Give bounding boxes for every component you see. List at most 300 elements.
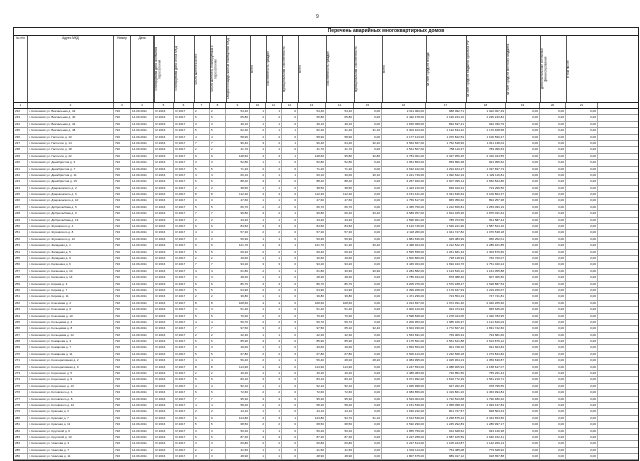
- cell-t: 3: [250, 282, 266, 287]
- cell-date: 14.09.2011: [131, 339, 154, 344]
- cell-rp: 7: [210, 326, 226, 331]
- cell-rp: 5: [210, 205, 226, 210]
- cell-am: 0,00: [354, 320, 382, 325]
- cell-o: 1: [266, 269, 282, 274]
- cell-s: IV 2017: [174, 435, 194, 440]
- cell-num: 720: [114, 326, 131, 331]
- cell-s: IV 2017: [174, 154, 194, 159]
- cell-num: 720: [114, 441, 131, 446]
- cell-t: 2: [250, 390, 266, 395]
- cell-ao: 40,60: [326, 256, 354, 261]
- cell-t: 2: [250, 128, 266, 133]
- cell-cf: 901 728,16: [426, 345, 466, 350]
- cell-n: 239: [14, 154, 28, 159]
- cell-p: IV 2016: [154, 352, 174, 357]
- cell-c: 3 071 992,00: [382, 377, 426, 382]
- cell-r: 6: [194, 115, 210, 120]
- cell-rp: 6: [210, 435, 226, 440]
- cell-num: 720: [114, 365, 131, 370]
- cell-s: IV 2017: [174, 333, 194, 338]
- cell-m: 0: [282, 345, 298, 350]
- cell-cl: 0,00: [540, 122, 566, 127]
- cell-t: 3: [250, 377, 266, 382]
- cell-addr: г. Киселевск ул. Красная д. 3: [28, 409, 114, 414]
- cell-r: 6: [194, 377, 210, 382]
- cell-at: 95,30: [298, 397, 326, 402]
- cell-n: 235: [14, 128, 28, 133]
- cell-date: 14.09.2011: [131, 218, 154, 223]
- cell-a: 60,80: [226, 441, 250, 446]
- cell-at: 69,40: [298, 250, 326, 255]
- header-area-mun: муниципальная собственность: [354, 36, 382, 102]
- cell-rp: 8: [210, 365, 226, 370]
- cell-o: 2: [266, 135, 282, 140]
- cell-n: 263: [14, 307, 28, 312]
- cell-r: 3: [194, 307, 210, 312]
- cell-rp: 4: [210, 320, 226, 325]
- cell-cl: 0,00: [506, 230, 540, 235]
- cell-cf: 1 607 095,14: [426, 179, 466, 184]
- cell-cl: 0,00: [566, 307, 598, 312]
- column-number: 9: [226, 103, 250, 108]
- cell-ao: 65,10: [326, 326, 354, 331]
- cell-at: 48,90: [298, 454, 326, 459]
- cell-cl: 0,00: [506, 403, 540, 408]
- cell-num: 720: [114, 160, 131, 165]
- cell-ao: 43,20: [326, 218, 354, 223]
- cell-cf: 1 058 098,16: [426, 403, 466, 408]
- cell-cf: 785 373,56: [426, 218, 466, 223]
- cell-a: 99,80: [226, 211, 250, 216]
- cell-rp: 6: [210, 339, 226, 344]
- cell-c: 2 247 614,00: [382, 441, 426, 446]
- cell-s: IV 2017: [174, 403, 194, 408]
- cell-s: IV 2017: [174, 243, 194, 248]
- cell-n: 233: [14, 115, 28, 120]
- cell-cl: 0,00: [566, 211, 598, 216]
- cell-m: 0: [282, 275, 298, 280]
- cell-am: 31,10: [354, 416, 382, 421]
- cell-date: 14.09.2011: [131, 115, 154, 120]
- cell-cl: 0,00: [566, 218, 598, 223]
- cell-cl: 0,00: [540, 371, 566, 376]
- cell-rp: 3: [210, 454, 226, 459]
- cell-cl: 0,00: [540, 256, 566, 261]
- cell-a: 47,60: [226, 198, 250, 203]
- cell-t: 2: [250, 422, 266, 427]
- cell-o: 3: [266, 339, 282, 344]
- cell-ao: 58,90: [326, 135, 354, 140]
- column-number: 12: [282, 103, 298, 108]
- cell-s: IV 2017: [174, 345, 194, 350]
- cell-a: 52,80: [226, 160, 250, 165]
- cell-addr: г. Киселевск ул. Котовского д. 8: [28, 397, 114, 402]
- cell-cs: 1 303 876,66: [466, 250, 506, 255]
- cell-am: 0,00: [354, 205, 382, 210]
- cell-c: 3 205 076,00: [382, 282, 426, 287]
- cell-cf: 1 025 364,13: [426, 358, 466, 363]
- cell-addr: г. Киселевск ул. Западная д. 1: [28, 243, 114, 248]
- cell-o: 1: [266, 448, 282, 453]
- cell-ao: 65,80: [326, 115, 354, 120]
- cell-o: 2: [266, 441, 282, 446]
- cell-m: 0: [282, 186, 298, 191]
- header-doc-date: Дата: [131, 36, 154, 102]
- cell-t: 2: [250, 205, 266, 210]
- cell-cf: 758 110,37: [426, 147, 466, 152]
- cell-m: 0: [282, 384, 298, 389]
- cell-r: 7: [194, 141, 210, 146]
- cell-cs: 2 286 401,85: [466, 243, 506, 248]
- column-number: 2: [28, 103, 114, 108]
- cell-num: 720: [114, 218, 131, 223]
- cell-ao: 93,20: [326, 262, 354, 267]
- cell-a: 68,50: [226, 422, 250, 427]
- cell-p: IV 2016: [154, 154, 174, 159]
- cell-cs: 2 344 654,56: [466, 416, 506, 421]
- cell-addr: г. Киселевск ул. Кольцевая д. 8: [28, 326, 114, 331]
- cell-ao: 57,30: [326, 230, 354, 235]
- cell-cl: 0,00: [506, 371, 540, 376]
- cell-m: 1: [282, 128, 298, 133]
- cell-addr: г. Киселевск ул. Кольцевая д. 4: [28, 320, 114, 325]
- cell-cs: 1 660 824,86: [466, 179, 506, 184]
- cell-c: 2 177 413,00: [382, 135, 426, 140]
- cell-r: 4: [194, 403, 210, 408]
- cell-cs: 1 059 630,87: [466, 358, 506, 363]
- cell-ao: 72,60: [326, 390, 354, 395]
- cell-o: 1: [266, 109, 282, 114]
- cell-cf: 1 123 526,12: [426, 269, 466, 274]
- cell-t: 3: [250, 397, 266, 402]
- cell-cl: 0,00: [506, 294, 540, 299]
- header-total-area: Общая площадь жилых помещений МКД: [226, 36, 250, 102]
- cell-c: 1 833 553,00: [382, 345, 426, 350]
- cell-r: 4: [194, 441, 210, 446]
- cell-o: 2: [266, 390, 282, 395]
- cell-a: 56,40: [226, 358, 250, 363]
- cell-date: 14.09.2011: [131, 147, 154, 152]
- cell-p: IV 2016: [154, 128, 174, 133]
- cell-p: IV 2016: [154, 435, 174, 440]
- cell-rp: 9: [210, 243, 226, 248]
- cell-rp: 5: [210, 128, 226, 133]
- cell-cl: 0,00: [566, 135, 598, 140]
- cell-ao: 64,20: [326, 141, 354, 146]
- cell-s: IV 2017: [174, 173, 194, 178]
- cell-n: 270: [14, 352, 28, 357]
- cell-o: 1: [266, 256, 282, 261]
- cell-p: IV 2016: [154, 422, 174, 427]
- column-number: 18: [466, 103, 506, 108]
- cell-r: 3: [194, 345, 210, 350]
- cell-am: 0,00: [354, 390, 382, 395]
- cell-c: 3 175 501,00: [382, 339, 426, 344]
- cell-cl: 0,00: [540, 301, 566, 306]
- cell-t: 2: [250, 230, 266, 235]
- cell-p: IV 2016: [154, 275, 174, 280]
- cell-r: 2: [194, 409, 210, 414]
- cell-r: 5: [194, 250, 210, 255]
- cell-addr: г. Киселевск ул. Комарова д. 7: [28, 345, 114, 350]
- cell-at: 65,80: [298, 115, 326, 120]
- cell-at: 99,80: [298, 211, 326, 216]
- header-residents-planned: Число жителей, планируемых к переселению: [210, 36, 226, 102]
- cell-cl: 0,00: [506, 141, 540, 146]
- cell-t: 4: [250, 154, 266, 159]
- cell-m: 1: [282, 326, 298, 331]
- cell-at: 93,20: [298, 262, 326, 267]
- cell-cl: 0,00: [566, 141, 598, 146]
- cell-date: 14.09.2011: [131, 454, 154, 459]
- cell-r: 5: [194, 167, 210, 172]
- cell-at: 50,90: [298, 237, 326, 242]
- cell-c: 1 881 636,00: [382, 237, 426, 242]
- cell-cl: 0,00: [540, 218, 566, 223]
- cell-r: 8: [194, 192, 210, 197]
- cell-addr: г. Киселевск ул. Комарова д. 3: [28, 339, 114, 344]
- cell-t: 2: [250, 314, 266, 319]
- cell-am: 0,00: [354, 179, 382, 184]
- cell-date: 14.09.2011: [131, 230, 154, 235]
- cell-t: 3: [250, 326, 266, 331]
- cell-num: 720: [114, 147, 131, 152]
- cell-o: 1: [266, 128, 282, 133]
- cell-p: IV 2016: [154, 243, 174, 248]
- cell-t: 2: [250, 403, 266, 408]
- cell-cs: 1 790 480,32: [466, 397, 506, 402]
- cell-rp: 3: [210, 237, 226, 242]
- cell-n: 246: [14, 198, 28, 203]
- cell-n: 275: [14, 384, 28, 389]
- cell-cf: 1 974 391,40: [426, 301, 466, 306]
- cell-o: 2: [266, 211, 282, 216]
- cell-am: 0,00: [354, 135, 382, 140]
- cell-num: 720: [114, 269, 131, 274]
- column-number: 4: [131, 103, 154, 108]
- cell-cs: 1 831 722,60: [466, 326, 506, 331]
- cell-m: 0: [282, 288, 298, 293]
- cell-cs: 828 504,43: [466, 409, 506, 414]
- cell-m: 0: [282, 250, 298, 255]
- cell-cf: 1 085 326,97: [426, 320, 466, 325]
- cell-ao: 28,20: [326, 358, 354, 363]
- cell-t: 1: [250, 454, 266, 459]
- cell-t: 3: [250, 179, 266, 184]
- cell-cf: 1 510 772,29: [426, 377, 466, 382]
- cell-ao: 112,30: [326, 192, 354, 197]
- cell-o: 1: [266, 409, 282, 414]
- cell-am: 0,00: [354, 301, 382, 306]
- cell-cs: 1 628 887,53: [466, 282, 506, 287]
- cell-num: 720: [114, 282, 131, 287]
- cell-cf: 723 554,19: [426, 294, 466, 299]
- cell-o: 1: [266, 237, 282, 242]
- cell-r: 5: [194, 128, 210, 133]
- cell-p: IV 2016: [154, 135, 174, 140]
- cell-n: 273: [14, 371, 28, 376]
- cell-m: 1: [282, 416, 298, 421]
- cell-cl: 0,00: [506, 358, 540, 363]
- cell-cl: 0,00: [506, 275, 540, 280]
- cell-m: 1: [282, 173, 298, 178]
- cell-cl: 0,00: [566, 301, 598, 306]
- cell-cl: 0,00: [540, 384, 566, 389]
- cell-ao: 48,90: [326, 454, 354, 459]
- cell-t: 1: [250, 345, 266, 350]
- cell-am: 0,00: [354, 237, 382, 242]
- cell-cl: 0,00: [506, 409, 540, 414]
- cell-cs: 894 257,38: [466, 198, 506, 203]
- cell-rp: 3: [210, 160, 226, 165]
- cell-a: 50,90: [226, 237, 250, 242]
- cell-cl: 0,00: [506, 128, 540, 133]
- cell-date: 14.09.2011: [131, 333, 154, 338]
- cell-t: 1: [250, 448, 266, 453]
- cell-r: 3: [194, 160, 210, 165]
- cell-at: 84,50: [298, 224, 326, 229]
- cell-cs: 1 022 007,29: [466, 109, 506, 114]
- cell-cf: 2 088 905,93: [426, 365, 466, 370]
- cell-s: IV 2017: [174, 397, 194, 402]
- cell-n: 243: [14, 179, 28, 184]
- cell-am: 0,00: [354, 224, 382, 229]
- cell-cs: 1 320 783,95: [466, 314, 506, 319]
- cell-cf: 2 268 875,44: [426, 416, 466, 421]
- cell-n: 261: [14, 294, 28, 299]
- cell-cl: 0,00: [540, 115, 566, 120]
- cell-cs: 1 811 138,04: [466, 141, 506, 146]
- cell-n: 264: [14, 314, 28, 319]
- cell-cl: 0,00: [566, 250, 598, 255]
- cell-rp: 6: [210, 179, 226, 184]
- cell-o: 1: [266, 198, 282, 203]
- cell-n: 259: [14, 282, 28, 287]
- cell-at: 48,30: [298, 275, 326, 280]
- cell-cl: 0,00: [540, 275, 566, 280]
- cell-cl: 0,00: [540, 358, 566, 363]
- cell-addr: г. Киселевск ул. Красная д. 11: [28, 422, 114, 427]
- cell-r: 2: [194, 294, 210, 299]
- cell-am: 32,80: [354, 154, 382, 159]
- cell-p: IV 2016: [154, 333, 174, 338]
- column-number: 21: [566, 103, 598, 108]
- cell-ao: 41,50: [326, 448, 354, 453]
- cell-n: 253: [14, 243, 28, 248]
- cell-a: 70,30: [226, 314, 250, 319]
- cell-date: 14.09.2011: [131, 377, 154, 382]
- cell-date: 14.09.2011: [131, 179, 154, 184]
- cell-date: 14.09.2011: [131, 294, 154, 299]
- cell-cl: 0,00: [566, 339, 598, 344]
- cell-cs: 1 286 997,17: [466, 422, 506, 427]
- cell-c: 2 399 208,00: [382, 288, 426, 293]
- cell-at: 40,60: [298, 256, 326, 261]
- cell-num: 720: [114, 275, 131, 280]
- cell-am: 0,00: [354, 122, 382, 127]
- cell-cl: 0,00: [566, 154, 598, 159]
- cell-r: 4: [194, 173, 210, 178]
- cell-cl: 0,00: [566, 147, 598, 152]
- cell-am: 28,20: [354, 358, 382, 363]
- cell-cf: 1 179 947,93: [426, 288, 466, 293]
- cell-p: IV 2016: [154, 397, 174, 402]
- cell-cl: 0,00: [506, 109, 540, 114]
- cell-o: 2: [266, 288, 282, 293]
- cell-cl: 0,00: [540, 429, 566, 434]
- cell-cf: 738 148,93: [426, 256, 466, 261]
- cell-cl: 0,00: [540, 179, 566, 184]
- header-residents: Число жителей всего: [194, 36, 210, 102]
- cell-cf: 865 359,62: [426, 198, 466, 203]
- cell-am: 0,00: [354, 250, 382, 255]
- cell-c: 2 565 558,00: [382, 250, 426, 255]
- cell-at: 112,30: [298, 192, 326, 197]
- cell-date: 14.09.2011: [131, 198, 154, 203]
- cell-p: IV 2016: [154, 320, 174, 325]
- cell-a: 88,40: [226, 179, 250, 184]
- cell-am: 0,00: [354, 314, 382, 319]
- cell-r: 9: [194, 243, 210, 248]
- cell-o: 1: [266, 275, 282, 280]
- cell-cs: 1 142 269,13: [466, 441, 506, 446]
- cell-s: IV 2017: [174, 256, 194, 261]
- cell-n: 250: [14, 224, 28, 229]
- cell-r: 3: [194, 237, 210, 242]
- cell-at: 52,80: [298, 160, 326, 165]
- cell-c: 2 432 478,00: [382, 115, 426, 120]
- cell-cl: 0,00: [506, 390, 540, 395]
- cell-date: 14.09.2011: [131, 275, 154, 280]
- cell-p: IV 2016: [154, 173, 174, 178]
- cell-r: 8: [194, 365, 210, 370]
- cell-cl: 0,00: [506, 154, 540, 159]
- cell-date: 14.09.2011: [131, 243, 154, 248]
- cell-p: IV 2016: [154, 256, 174, 261]
- cell-a: 72,60: [226, 390, 250, 395]
- cell-addr: г. Киселевск ул. Короленко д. 5: [28, 371, 114, 376]
- cell-n: 238: [14, 147, 28, 152]
- cell-cf: 1 814 325,36: [426, 211, 466, 216]
- cell-o: 1: [266, 371, 282, 376]
- cell-n: 251: [14, 230, 28, 235]
- cell-n: 240: [14, 160, 28, 165]
- cell-num: 720: [114, 320, 131, 325]
- cell-cf: 878 088,40: [426, 275, 466, 280]
- header-cost-local: за счет средств местного бюджета: [506, 36, 540, 102]
- cell-am: 0,00: [354, 256, 382, 261]
- cell-s: IV 2017: [174, 352, 194, 357]
- cell-ao: 66,40: [326, 211, 354, 216]
- cell-cl: 0,00: [506, 237, 540, 242]
- cell-am: 32,40: [354, 326, 382, 331]
- cell-am: 0,00: [354, 409, 382, 414]
- cell-n: 274: [14, 377, 28, 382]
- cell-date: 14.09.2011: [131, 301, 154, 306]
- cell-addr: г. Киселевск ул. Вокзальная д. 48: [28, 128, 114, 133]
- cell-m: 0: [282, 282, 298, 287]
- cell-cl: 0,00: [540, 397, 566, 402]
- cell-cs: 1 587 524,10: [466, 224, 506, 229]
- cell-num: 720: [114, 422, 131, 427]
- cell-cl: 0,00: [566, 365, 598, 370]
- cell-a: 128,60: [226, 154, 250, 159]
- cell-cs: 1 363 994,84: [466, 390, 506, 395]
- cell-a: 108,60: [226, 301, 250, 306]
- cell-num: 720: [114, 250, 131, 255]
- cell-cl: 0,00: [506, 326, 540, 331]
- cell-ao: 87,30: [326, 435, 354, 440]
